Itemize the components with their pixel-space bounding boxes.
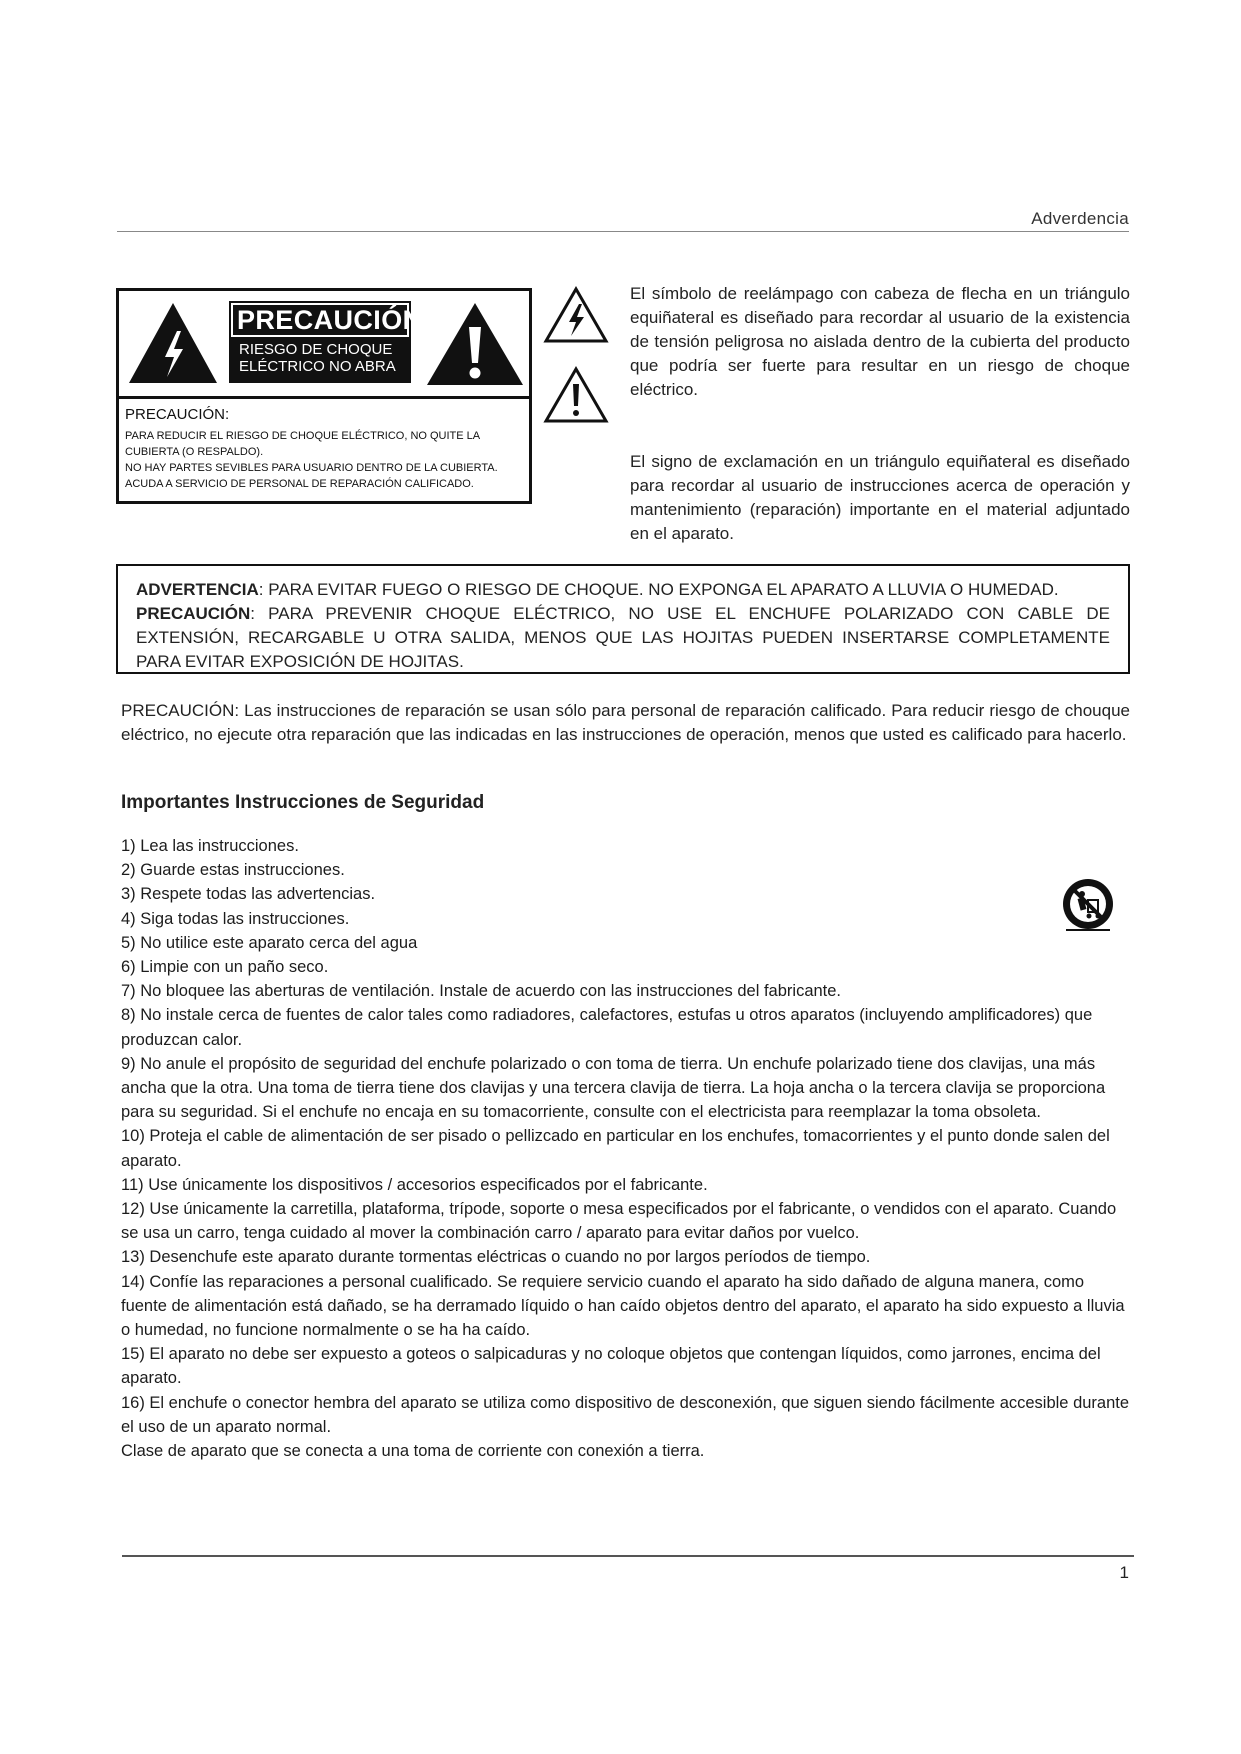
list-item: 16) El enchufe o conector hembra del aparato se utiliza como dispositivo de desconexión, que siguen siendo fácilmente accesible durante el uso de un aparato normal. [121, 1393, 1130, 1436]
caution-label-line: PARA REDUCIR EL RIESGO DE CHOQUE ELÉCTRICO, NO QUITE LA [125, 430, 481, 442]
caution-label-line: CUBIERTA (O RESPALDO). [125, 446, 264, 458]
precaucion-text: : PARA PREVENIR CHOQUE ELÉCTRICO, NO USE EL ENCHUFE POLARIZADO CON CABLE DE EXTENSIÓN, RECARGABLE U OTRA SALIDA, MENOS QUE LAS HOJITAS PUEDEN INSERTARSE COMPLETAMENTE PARA EVITAR EXPOSICIÓN DE HOJITAS. [136, 604, 1110, 671]
list-item: 2) Guarde estas instrucciones. [121, 861, 345, 880]
lightning-symbol-description: El símbolo de reelámpago con cabeza de flecha en un triángulo equiñateral es diseñado para recordar al usuario de la existencia de tensión peligrosa no aislada dentro de la cubierta del producto que podría ser fuerte para resultar en un riesgo de choque eléctrico. [630, 284, 1130, 399]
caution-label-line: NO HAY PARTES SEVIBLES PARA USUARIO DENTRO DE LA CUBIERTA. [125, 462, 498, 474]
list-item: 1) Lea las instrucciones. [121, 837, 299, 855]
header-divider [117, 231, 1129, 232]
list-item: 11) Use únicamente los dispositivos / accesorios especificados por el fabricante. [121, 1175, 708, 1194]
precaucion-label: PRECAUCIÓN [136, 604, 251, 623]
list-item: 15) El aparato no debe ser expuesto a goteos o salpicaduras y no coloque objetos que contengan líquidos, como jarrones, encima del aparato. [121, 1345, 1101, 1388]
list-item: 8) No instale cerca de fuentes de calor tales como radiadores, calefactores, estufas u otros aparatos (incluyendo amplificadores) que produzcan calor. [121, 1006, 1093, 1049]
exclamation-warning-icon [425, 301, 525, 387]
list-item: Clase de aparato que se conecta a una toma de corriente con conexión a tierra. [121, 1442, 705, 1461]
exclamation-symbol-description: El signo de exclamación en un triángulo equiñateral es diseñado para recordar al usuario de instrucciones acerca de operación y mantenimiento (reparación) importante en el material adjuntado en el aparato. [630, 452, 1130, 543]
footer-divider [122, 1555, 1134, 1557]
list-item: 9) No anule el propósito de seguridad del enchufe polarizado o con toma de tierra. Un enchufe polarizado tiene dos clavijas, una más ancha que la otra. Una toma de tierra tiene dos clavijas y una tercera clavija de tierra. La hoja ancha o la tercera clavija se proporciona para su seguridad. Si el enchufe no encaja en su tomacorriente, consulte con el electricista para reemplazar la toma obsoleta. [121, 1054, 1106, 1122]
caution-title: PRECAUCIÓN [231, 303, 409, 337]
list-item: 7) No bloquee las aberturas de ventilación. Instale de acuerdo con las instrucciones del fabricante. [121, 982, 842, 1001]
page-header-title: Adverdencia [1031, 209, 1129, 228]
caution-label [116, 288, 532, 504]
advertencia-text: : PARA EVITAR FUEGO O RIESGO DE CHOQUE. NO EXPONGA EL APARATO A LLUVIA O HUMEDAD. [258, 580, 1059, 599]
lightning-triangle-icon [543, 286, 609, 344]
safety-section-title: Importantes Instrucciones de Seguridad [121, 792, 485, 813]
exclamation-triangle-icon [543, 366, 609, 424]
list-item: 3) Respete todas las advertencias. [121, 885, 376, 904]
advertencia-line [136, 578, 1110, 602]
caution-subtitle-2: ELÉCTRICO NO ABRA [239, 358, 396, 375]
advertencia-label: ADVERTENCIA [136, 580, 259, 599]
caution-label-top [119, 291, 529, 399]
caution-label-text [125, 404, 523, 492]
list-item: 14) Confíe las reparaciones a personal cualificado. Se requiere servicio cuando el aparato ha sido dañado de alguna manera, como fuente de alimentación está dañado, se ha derramado líquido o han caído objetos dentro del aparato, el aparato ha sido expuesto a lluvia o humedad, no funcione normalmente o se ha ha caído. [121, 1272, 1125, 1340]
list-item: 10) Proteja el cable de alimentación de ser pisado o pellizcado en particular en los enchufes, tomacorrientes y el punto donde salen del aparato. [121, 1127, 1110, 1170]
caution-label-line: ACUDA A SERVICIO DE PERSONAL DE REPARACIÓN CALIFICADO. [125, 478, 474, 490]
safety-instructions-list [121, 834, 1133, 1463]
list-item: 6) Limpie con un paño seco. [121, 958, 329, 977]
page-number: 1 [1119, 1563, 1129, 1582]
list-item: 4) Siga todas las instrucciones. [121, 909, 350, 928]
caution-subtitle-1: RIESGO DE CHOQUE [239, 341, 393, 358]
lightning-warning-icon [127, 301, 219, 385]
precaution-paragraph: PRECAUCIÓN: Las instrucciones de reparación se usan sólo para personal de reparación calificado. Para reducir riesgo de chouque eléctrico, no ejecute otra reparación que las indicadas en las instrucciones de operación, menos que usted es calificado para hacerlo. [121, 701, 1130, 744]
list-item: 13) Desenchufe este aparato durante tormentas eléctricas o cuando no por largos períodos de tiempo. [121, 1248, 871, 1267]
warning-box [116, 564, 1130, 674]
caution-label-caption: PRECAUCIÓN: [125, 406, 230, 423]
cart-tipover-warning-icon [1058, 876, 1118, 936]
list-item: 12) Use únicamente la carretilla, plataforma, trípode, soporte o mesa especificados por el fabricante, o vendidos con el aparato. Cuando se usa un carro, tenga cuidado al mover la combinación carro / aparato para evitar daños por vuelco. [121, 1200, 1117, 1243]
caution-title-panel [229, 301, 423, 383]
list-item: 5) No utilice este aparato cerca del agua [121, 933, 418, 952]
precaucion-line [136, 602, 1110, 674]
